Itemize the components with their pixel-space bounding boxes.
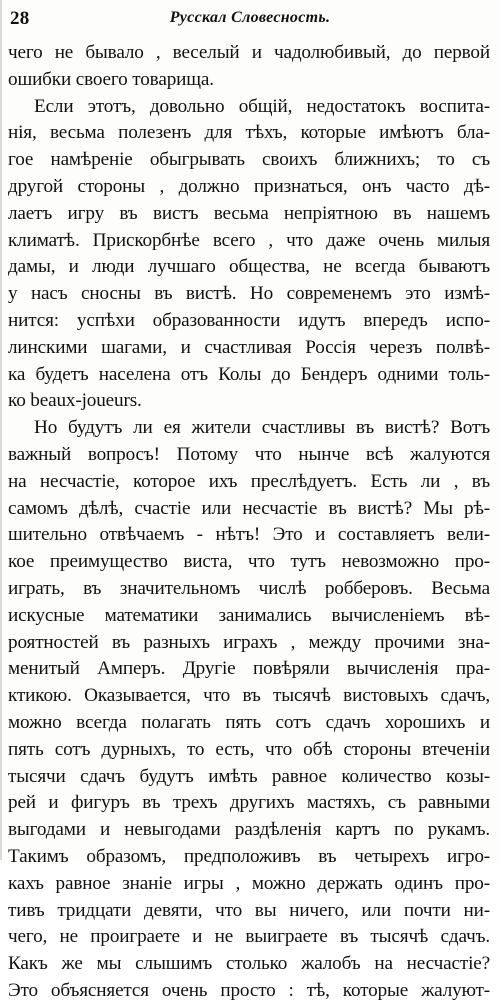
running-title: Русскал Словесность. (169, 9, 331, 26)
text-line: выгодами и невыгодами раздѣленія картъ по рукамъ. (8, 819, 490, 841)
text-line: рей и фигуръ въ трехъ другихъ мастяхъ, съ равными (8, 792, 490, 814)
text-line: нится: успѣхи образованности идутъ впередъ испо- (8, 309, 490, 331)
text-line: у насъ сносны въ вистѣ. Но современемъ это измѣ- (8, 283, 490, 305)
text-line: линскими шагами, и счастливая Россія черезъ полвѣ- (8, 336, 490, 358)
page-number: 28 (10, 8, 30, 29)
text-line: Но будутъ ли ея жители счастливы въ вистѣ? Вотъ (34, 417, 490, 439)
text-line: гое намѣреніе обыгрывать своихъ ближнихъ; то съ (8, 149, 490, 171)
text-line: Какъ же мы слышимъ столько жалобъ на несчастіе? (8, 953, 490, 975)
text-line: ошибки своего товарища. (8, 68, 214, 90)
text-line: Такимъ образомъ, предположивъ въ четырехъ игро- (8, 845, 490, 867)
text-line: нія, весьма полезенъ для тѣхъ, которые имѣютъ бла- (8, 122, 490, 144)
text-line: Если этотъ, довольно общій, недостатокъ воспита- (34, 95, 490, 117)
text-line: дамы, и люди лучшаго общества, не всегда бываютъ (8, 256, 490, 278)
text-line: кое преимущество виста, что тутъ невозможно про- (8, 551, 490, 573)
text-line: тивъ тридцати девяти, что вы ничего, или почти ни- (8, 899, 490, 921)
text-line: чего не бывало , веселый и чадолюбивый, до первой (8, 42, 490, 63)
text-line: искусные математики занимались вычисленіемъ вѣ- (8, 604, 490, 626)
text-line: менитый Амперъ. Другіе повѣряли вычисленія пра- (8, 658, 490, 680)
text-line: важный вопросъ! Потому что нынче всѣ жалуются (8, 443, 490, 465)
text-line: кахъ равное знаніе игры , можно держать одинъ про- (8, 872, 490, 894)
text-line: роятностей въ разныхъ играхъ , между прочими зна- (8, 631, 490, 653)
text-line: ко beaux-joueurs. (8, 390, 142, 412)
text-line: другой стороны , должно признаться, онъ часто дѣ- (8, 175, 490, 197)
text-line: пять сотъ дурныхъ, то есть, что обѣ стороны втеченіи (8, 738, 490, 760)
text-line: ка будетъ населена отъ Колы до Бендеръ одними толь- (8, 363, 490, 385)
text-line: ктикою. Оказывается, что въ тысячѣ вистовыхъ сдачъ, (8, 685, 490, 707)
running-head (10, 8, 490, 32)
text-line: на несчастіе, которое ихъ преслѣдуетъ. Есть ли , въ (8, 470, 490, 492)
text-line: чего, не проиграете и не выиграете въ тысячѣ сдачъ. (8, 926, 490, 948)
text-line: самомъ дѣлѣ, счастіе или несчастіе въ вистѣ? Мы рѣ- (8, 497, 490, 519)
text-line: играть, въ значительномъ числѣ робберовъ. Весьма (8, 577, 490, 599)
text-line: можно всегда полагать пять сотъ сдачъ хорошихъ и (8, 711, 490, 733)
page-edge-shadow (0, 0, 2, 860)
text-line: Это объясняется очень просто : тѣ, которые жалуют- (8, 979, 490, 1001)
text-line: шительно отвѣчаемъ - нѣтъ! Это и составляетъ вели- (8, 524, 490, 546)
text-line: климатѣ. Прискорбнѣе всего , что даже очень милыя (8, 229, 490, 251)
text-line: тысячи сдачъ будутъ имѣть равное количество козы- (8, 765, 490, 787)
text-line: лаетъ игру въ вистъ весьма непріятною въ нашемъ (8, 202, 490, 224)
